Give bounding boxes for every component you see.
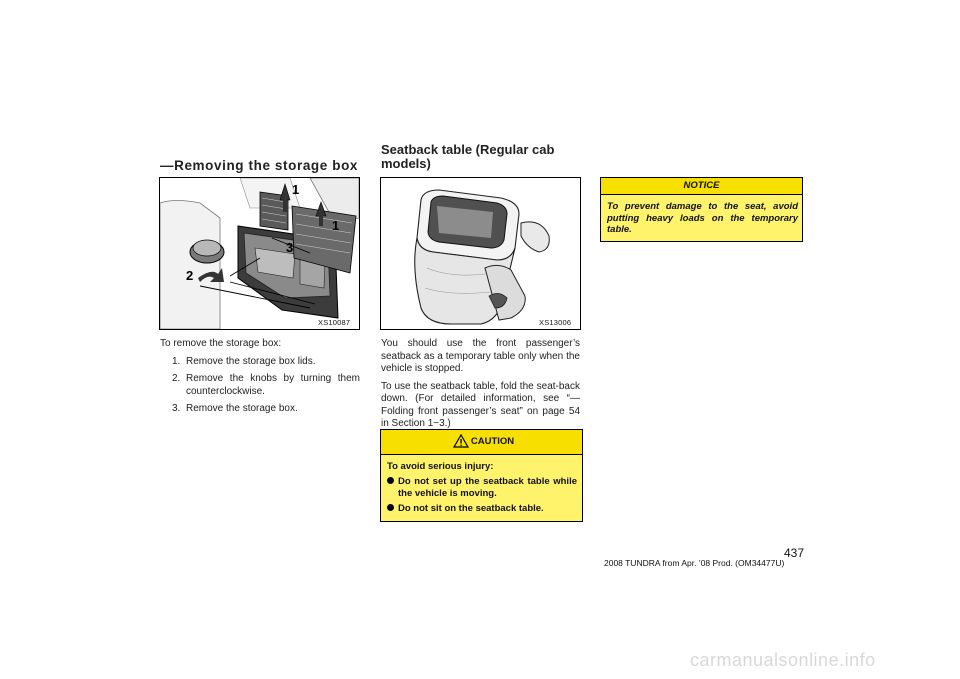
caution-header — [381, 430, 582, 455]
paragraph: To use the seatback table, fold the seat-back down. (For detailed information, see “—Folding front passenger’s seat” on page 54 in Section 1−3.) — [381, 380, 580, 429]
step-number: 3. — [172, 403, 181, 414]
caution-bullet-text: Do not set up the seatback table while the vehicle is moving. — [398, 476, 577, 499]
notice-body: To prevent damage to the seat, avoid putting heavy loads on the temporary table. — [607, 201, 798, 235]
seatback-table-illustration — [381, 178, 580, 329]
section-heading-storage-box: —Removing the storage box — [160, 158, 359, 173]
heading-line-1: Seatback table (Regular cab — [381, 142, 555, 157]
step-number: 1. — [172, 355, 181, 367]
caution-body — [381, 455, 582, 515]
paragraph: You should use the front passenger’s seatback as a temporary table only when the vehicle is stopped. — [381, 338, 580, 374]
step-text: Remove the storage box. — [186, 403, 298, 414]
caution-box — [380, 429, 583, 522]
callout-1b: 1 — [332, 218, 340, 233]
callout-1a: 1 — [292, 182, 300, 197]
intro-text: To remove the storage box: — [160, 338, 282, 349]
storage-box-illustration — [160, 178, 359, 329]
seatback-table-text — [381, 338, 580, 436]
page-number: 437 — [784, 546, 805, 560]
notice-header: NOTICE — [601, 178, 802, 195]
watermark: carmanualsonline.info — [690, 650, 876, 670]
storage-box-figure — [159, 177, 360, 330]
notice-box — [600, 177, 803, 242]
section-heading-seatback-table — [381, 143, 581, 171]
step-text: Remove the storage box lids. — [186, 355, 316, 367]
bullet-icon — [387, 477, 394, 484]
seatback-table-figure — [380, 177, 581, 330]
step-list — [160, 356, 360, 416]
list-item — [160, 356, 360, 369]
caution-lead: To avoid serious injury: — [387, 461, 494, 472]
callout-2: 2 — [186, 268, 194, 283]
list-item — [160, 373, 360, 398]
list-item — [387, 503, 577, 515]
caution-title: CAUTION — [470, 436, 515, 447]
footer-text: 2008 TUNDRA from Apr. ’08 Prod. (OM34477U) — [604, 558, 785, 568]
figure-code: XS10087 — [318, 318, 351, 327]
figure-code: XS13006 — [539, 318, 572, 327]
storage-box-instructions — [160, 338, 360, 421]
heading-line-2: models) — [381, 156, 431, 171]
list-item — [160, 403, 360, 416]
list-item — [387, 476, 577, 500]
step-text: Remove the knobs by turning them counterclockwise. — [186, 373, 360, 397]
callout-3: 3 — [286, 240, 294, 255]
caution-bullet-text: Do not sit on the seatback table. — [398, 503, 544, 514]
warning-triangle-icon — [453, 434, 469, 448]
bullet-icon — [387, 504, 394, 511]
step-number: 2. — [172, 373, 181, 384]
